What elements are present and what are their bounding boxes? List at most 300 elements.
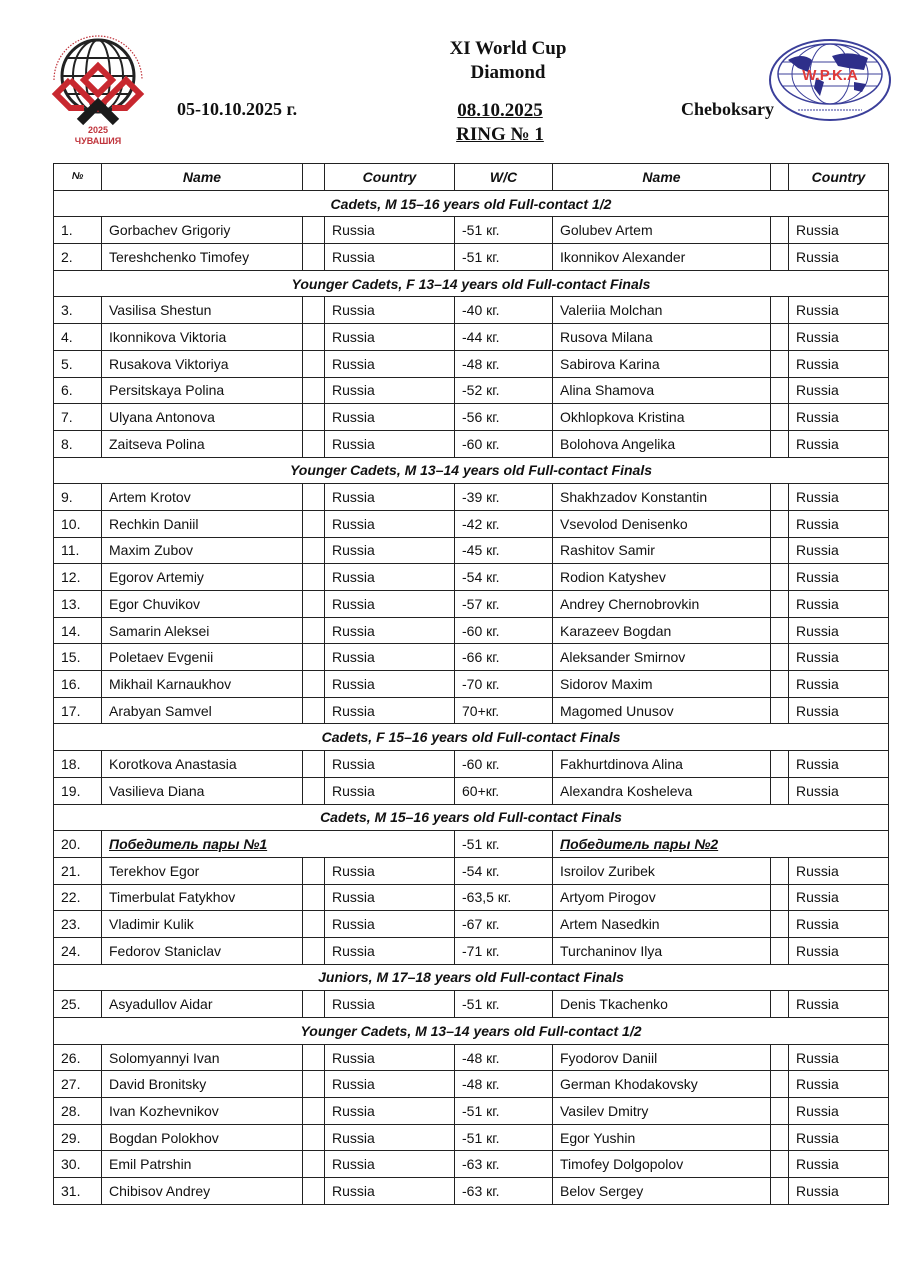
table-row	[54, 644, 889, 671]
fighter-country-blue: Russia	[789, 324, 889, 351]
fighter-country-red: Russia	[325, 377, 455, 404]
blank-cell	[303, 350, 325, 377]
blank-cell	[771, 591, 789, 618]
fighter-country-blue: Russia	[789, 751, 889, 778]
blank-cell	[303, 510, 325, 537]
fighter-country-red: Russia	[325, 1178, 455, 1205]
fighter-name-blue: Denis Tkachenko	[553, 991, 771, 1018]
blank-cell	[771, 377, 789, 404]
weight-category: -39 кг.	[455, 484, 553, 511]
blank-cell	[771, 777, 789, 804]
fighter-name-red: Asyadullov Aidar	[102, 991, 303, 1018]
fighter-country-red: Russia	[325, 1124, 455, 1151]
blank-cell	[771, 244, 789, 271]
fighter-name-blue: Okhlopkova Kristina	[553, 404, 771, 431]
fighter-name-red: Tereshchenko Timofey	[102, 244, 303, 271]
weight-category: -48 кг.	[455, 1044, 553, 1071]
fighter-country-red: Russia	[325, 751, 455, 778]
blank-cell	[303, 1178, 325, 1205]
bout-number: 31.	[54, 1178, 102, 1205]
col-weight-category: W/C	[455, 164, 553, 191]
blank-cell	[303, 1124, 325, 1151]
fighter-country-red: Russia	[325, 564, 455, 591]
fighter-country-blue: Russia	[789, 857, 889, 884]
ring-day-block	[448, 99, 552, 147]
blank-cell	[771, 217, 789, 244]
fighter-name-red: Egor Chuvikov	[102, 591, 303, 618]
blank-cell	[771, 1098, 789, 1125]
table-row	[54, 1098, 889, 1125]
bout-number: 20.	[54, 831, 102, 858]
table-body	[54, 190, 889, 1204]
section-title: Younger Cadets, M 13–14 years old Full-contact Finals	[54, 457, 889, 484]
col-blank-red	[303, 164, 325, 191]
winner-placeholder-red	[102, 831, 455, 858]
section-title: Younger Cadets, M 13–14 years old Full-contact 1/2	[54, 1018, 889, 1045]
fighter-name-red: Emil Patrshin	[102, 1151, 303, 1178]
section-header-row	[54, 190, 889, 217]
fighter-country-red: Russia	[325, 884, 455, 911]
fighter-country-red: Russia	[325, 911, 455, 938]
day-date: 08.10.2025	[457, 100, 543, 121]
fighter-name-red: Arabyan Samvel	[102, 697, 303, 724]
fighter-name-red: Ivan Kozhevnikov	[102, 1098, 303, 1125]
bout-number: 6.	[54, 377, 102, 404]
table-row	[54, 510, 889, 537]
fighter-country-blue: Russia	[789, 564, 889, 591]
fighter-country-red: Russia	[325, 671, 455, 698]
fighter-name-blue: Vsevolod Denisenko	[553, 510, 771, 537]
col-name-blue: Name	[553, 164, 771, 191]
fighter-name-red: Rusakova Viktoriya	[102, 350, 303, 377]
logo-year: 2025	[87, 125, 109, 135]
fighter-country-blue: Russia	[789, 1098, 889, 1125]
fighter-country-red: Russia	[325, 991, 455, 1018]
fighter-name-red: Vladimir Kulik	[102, 911, 303, 938]
blank-cell	[771, 324, 789, 351]
bout-number: 18.	[54, 751, 102, 778]
fighter-country-blue: Russia	[789, 937, 889, 964]
weight-category: -63 кг.	[455, 1178, 553, 1205]
fighter-name-red: Maxim Zubov	[102, 537, 303, 564]
bout-number: 13.	[54, 591, 102, 618]
blank-cell	[771, 671, 789, 698]
fighter-country-blue: Russia	[789, 1151, 889, 1178]
blank-cell	[771, 564, 789, 591]
fighter-country-red: Russia	[325, 697, 455, 724]
blank-cell	[303, 1151, 325, 1178]
fighter-name-blue: Artem Nasedkin	[553, 911, 771, 938]
blank-cell	[303, 537, 325, 564]
blank-cell	[303, 1098, 325, 1125]
winner-label: Победитель пары №1	[109, 836, 268, 853]
blank-cell	[303, 244, 325, 271]
fighter-country-red: Russia	[325, 1151, 455, 1178]
bout-number: 2.	[54, 244, 102, 271]
blank-cell	[303, 217, 325, 244]
fighter-country-red: Russia	[325, 244, 455, 271]
table-row	[54, 484, 889, 511]
fighter-name-blue: Rodion Katyshev	[553, 564, 771, 591]
fighter-name-red: Zaitseva Polina	[102, 430, 303, 457]
fighter-name-blue: Aleksander Smirnov	[553, 644, 771, 671]
blank-cell	[771, 510, 789, 537]
blank-cell	[303, 564, 325, 591]
section-header-row	[54, 270, 889, 297]
weight-category: -54 кг.	[455, 857, 553, 884]
fighter-name-red: Rechkin Daniil	[102, 510, 303, 537]
fighter-country-blue: Russia	[789, 297, 889, 324]
event-title	[0, 37, 901, 85]
blank-cell	[771, 857, 789, 884]
blank-cell	[771, 937, 789, 964]
blank-cell	[303, 591, 325, 618]
weight-category: -51 кг.	[455, 991, 553, 1018]
fighter-name-red: Bogdan Polokhov	[102, 1124, 303, 1151]
fighter-country-blue: Russia	[789, 1071, 889, 1098]
blank-cell	[303, 484, 325, 511]
fighter-country-blue: Russia	[789, 591, 889, 618]
fighter-name-red: Chibisov Andrey	[102, 1178, 303, 1205]
fighter-country-red: Russia	[325, 937, 455, 964]
weight-category: -51 кг.	[455, 217, 553, 244]
table-row	[54, 697, 889, 724]
bout-number: 19.	[54, 777, 102, 804]
blank-cell	[771, 1044, 789, 1071]
fighter-country-red: Russia	[325, 537, 455, 564]
table-row	[54, 1151, 889, 1178]
fighter-name-blue: Turchaninov Ilya	[553, 937, 771, 964]
blank-cell	[771, 404, 789, 431]
table-row	[54, 244, 889, 271]
table-row	[54, 1178, 889, 1205]
weight-category: -51 кг.	[455, 1124, 553, 1151]
blank-cell	[771, 697, 789, 724]
table-row	[54, 377, 889, 404]
weight-category: -67 кг.	[455, 911, 553, 938]
table-row	[54, 430, 889, 457]
weight-category: -57 кг.	[455, 591, 553, 618]
blank-cell	[771, 884, 789, 911]
fighter-name-red: David Bronitsky	[102, 1071, 303, 1098]
fighter-country-red: Russia	[325, 777, 455, 804]
blank-cell	[771, 430, 789, 457]
section-title: Cadets, F 15–16 years old Full-contact Finals	[54, 724, 889, 751]
fighter-name-blue: Sidorov Maxim	[553, 671, 771, 698]
blank-cell	[771, 537, 789, 564]
table-row	[54, 831, 889, 858]
weight-category: -51 кг.	[455, 244, 553, 271]
bout-number: 27.	[54, 1071, 102, 1098]
fighter-country-blue: Russia	[789, 911, 889, 938]
blank-cell	[303, 911, 325, 938]
weight-category: -56 кг.	[455, 404, 553, 431]
fighter-country-red: Russia	[325, 1098, 455, 1125]
fighter-country-blue: Russia	[789, 644, 889, 671]
blank-cell	[303, 430, 325, 457]
table-row	[54, 1124, 889, 1151]
fighter-country-blue: Russia	[789, 217, 889, 244]
bout-number: 14.	[54, 617, 102, 644]
bout-number: 24.	[54, 937, 102, 964]
blank-cell	[771, 751, 789, 778]
table-row	[54, 217, 889, 244]
weight-category: -71 кг.	[455, 937, 553, 964]
fighter-country-red: Russia	[325, 591, 455, 618]
fighter-name-blue: Magomed Unusov	[553, 697, 771, 724]
fighter-country-red: Russia	[325, 404, 455, 431]
blank-cell	[303, 777, 325, 804]
fighter-name-blue: Rusova Milana	[553, 324, 771, 351]
weight-category: -48 кг.	[455, 350, 553, 377]
fighter-name-blue: Vasilev Dmitry	[553, 1098, 771, 1125]
fighter-name-blue: Valeriia Molchan	[553, 297, 771, 324]
fighter-name-blue: Karazeev Bogdan	[553, 617, 771, 644]
fighter-country-blue: Russia	[789, 484, 889, 511]
table-row	[54, 991, 889, 1018]
blank-cell	[303, 1071, 325, 1098]
fighter-country-blue: Russia	[789, 1178, 889, 1205]
fighter-name-red: Terekhov Egor	[102, 857, 303, 884]
table-row	[54, 537, 889, 564]
blank-cell	[771, 1071, 789, 1098]
table-row	[54, 937, 889, 964]
table-row	[54, 350, 889, 377]
wpka-logo-text: W.P.K.A	[802, 67, 858, 84]
winner-label: Победитель пары №2	[560, 836, 719, 853]
table-row	[54, 884, 889, 911]
fighter-country-red: Russia	[325, 510, 455, 537]
fight-schedule-table	[53, 163, 889, 1205]
bout-number: 10.	[54, 510, 102, 537]
fighter-name-blue: Artyom Pirogov	[553, 884, 771, 911]
fighter-country-red: Russia	[325, 297, 455, 324]
section-header-row	[54, 964, 889, 991]
blank-cell	[303, 404, 325, 431]
fighter-name-red: Gorbachev Grigoriy	[102, 217, 303, 244]
bout-number: 12.	[54, 564, 102, 591]
fighter-name-blue: Belov Sergey	[553, 1178, 771, 1205]
fighter-name-red: Poletaev Evgenii	[102, 644, 303, 671]
fighter-name-blue: Fyodorov Daniil	[553, 1044, 771, 1071]
table-row	[54, 857, 889, 884]
fighter-name-blue: Bolohova Angelika	[553, 430, 771, 457]
blank-cell	[771, 991, 789, 1018]
bout-number: 1.	[54, 217, 102, 244]
fighter-name-blue: Ikonnikov Alexander	[553, 244, 771, 271]
fighter-name-red: Fedorov Staniclav	[102, 937, 303, 964]
table-header-row	[54, 164, 889, 191]
blank-cell	[303, 297, 325, 324]
blank-cell	[303, 671, 325, 698]
logo-region: ЧУВАШИЯ	[74, 136, 122, 146]
fighter-country-blue: Russia	[789, 404, 889, 431]
blank-cell	[771, 644, 789, 671]
table-row	[54, 911, 889, 938]
fighter-name-blue: Andrey Chernobrovkin	[553, 591, 771, 618]
weight-category: -52 кг.	[455, 377, 553, 404]
fighter-country-red: Russia	[325, 1044, 455, 1071]
bout-number: 25.	[54, 991, 102, 1018]
table-row	[54, 591, 889, 618]
fighter-country-blue: Russia	[789, 884, 889, 911]
bout-number: 8.	[54, 430, 102, 457]
blank-cell	[303, 617, 325, 644]
blank-cell	[771, 1178, 789, 1205]
fighter-name-red: Korotkova Anastasia	[102, 751, 303, 778]
fighter-country-red: Russia	[325, 1071, 455, 1098]
fighter-country-blue: Russia	[789, 510, 889, 537]
col-country-red: Country	[325, 164, 455, 191]
fighter-name-red: Timerbulat Fatykhov	[102, 884, 303, 911]
fighter-country-blue: Russia	[789, 697, 889, 724]
section-title: Cadets, M 15–16 years old Full-contact Finals	[54, 804, 889, 831]
weight-category: -42 кг.	[455, 510, 553, 537]
fighter-name-red: Vasilieva Diana	[102, 777, 303, 804]
fighter-name-red: Ulyana Antonova	[102, 404, 303, 431]
bout-number: 21.	[54, 857, 102, 884]
blank-cell	[303, 751, 325, 778]
bout-number: 26.	[54, 1044, 102, 1071]
wpka-logo	[768, 38, 893, 123]
fighter-name-blue: Timofey Dolgopolov	[553, 1151, 771, 1178]
event-title-line2: Diamond	[470, 62, 546, 83]
weight-category: -54 кг.	[455, 564, 553, 591]
fighter-country-blue: Russia	[789, 377, 889, 404]
fighter-country-red: Russia	[325, 857, 455, 884]
table-row	[54, 617, 889, 644]
fighter-country-blue: Russia	[789, 617, 889, 644]
col-blank-blue	[771, 164, 789, 191]
blank-cell	[771, 484, 789, 511]
weight-category: -48 кг.	[455, 1071, 553, 1098]
blank-cell	[771, 1124, 789, 1151]
fighter-name-red: Egorov Artemiy	[102, 564, 303, 591]
fighter-name-blue: Isroilov Zuribek	[553, 857, 771, 884]
blank-cell	[771, 350, 789, 377]
blank-cell	[303, 644, 325, 671]
blank-cell	[771, 617, 789, 644]
ring-number: RING № 1	[456, 124, 544, 145]
bout-number: 5.	[54, 350, 102, 377]
fighter-country-blue: Russia	[789, 1124, 889, 1151]
fighter-name-blue: Alexandra Kosheleva	[553, 777, 771, 804]
fighter-name-red: Persitskaya Polina	[102, 377, 303, 404]
bout-number: 23.	[54, 911, 102, 938]
bout-number: 7.	[54, 404, 102, 431]
fighter-country-blue: Russia	[789, 1044, 889, 1071]
section-title: Younger Cadets, F 13–14 years old Full-contact Finals	[54, 270, 889, 297]
fighter-country-red: Russia	[325, 350, 455, 377]
blank-cell	[303, 857, 325, 884]
bout-number: 17.	[54, 697, 102, 724]
weight-category: -51 кг.	[455, 1098, 553, 1125]
blank-cell	[303, 884, 325, 911]
bout-number: 15.	[54, 644, 102, 671]
col-country-blue: Country	[789, 164, 889, 191]
bout-number: 16.	[54, 671, 102, 698]
fighter-country-red: Russia	[325, 484, 455, 511]
table-row	[54, 297, 889, 324]
weight-category: 60+кг.	[455, 777, 553, 804]
fighter-name-red: Samarin Aleksei	[102, 617, 303, 644]
table-row	[54, 671, 889, 698]
bout-number: 22.	[54, 884, 102, 911]
fighter-country-blue: Russia	[789, 350, 889, 377]
table-row	[54, 564, 889, 591]
fighter-country-blue: Russia	[789, 244, 889, 271]
bout-number: 4.	[54, 324, 102, 351]
table-row	[54, 1071, 889, 1098]
event-dates: 05-10.10.2025 г.	[177, 99, 298, 119]
winner-placeholder-blue	[553, 831, 889, 858]
fighter-country-blue: Russia	[789, 537, 889, 564]
section-header-row	[54, 457, 889, 484]
fighter-country-blue: Russia	[789, 777, 889, 804]
bout-number: 30.	[54, 1151, 102, 1178]
fighter-name-blue: Rashitov Samir	[553, 537, 771, 564]
fighter-name-red: Solomyannyi Ivan	[102, 1044, 303, 1071]
weight-category: -63,5 кг.	[455, 884, 553, 911]
section-title: Cadets, M 15–16 years old Full-contact 1/2	[54, 190, 889, 217]
fighter-country-red: Russia	[325, 430, 455, 457]
table-row	[54, 324, 889, 351]
fighter-country-red: Russia	[325, 617, 455, 644]
fighter-name-blue: Shakhzadov Konstantin	[553, 484, 771, 511]
fighter-name-red: Artem Krotov	[102, 484, 303, 511]
blank-cell	[771, 911, 789, 938]
weight-category: -70 кг.	[455, 671, 553, 698]
col-name-red: Name	[102, 164, 303, 191]
weight-category: -60 кг.	[455, 430, 553, 457]
blank-cell	[771, 297, 789, 324]
fighter-country-blue: Russia	[789, 671, 889, 698]
bout-number: 3.	[54, 297, 102, 324]
bout-number: 11.	[54, 537, 102, 564]
fighter-country-red: Russia	[325, 644, 455, 671]
fighter-name-blue: Sabirova Karina	[553, 350, 771, 377]
table-row	[54, 777, 889, 804]
fighter-name-red: Vasilisa Shestun	[102, 297, 303, 324]
blank-cell	[771, 1151, 789, 1178]
bout-number: 29.	[54, 1124, 102, 1151]
bout-number: 28.	[54, 1098, 102, 1125]
fighter-name-blue: Alina Shamova	[553, 377, 771, 404]
fighter-country-blue: Russia	[789, 430, 889, 457]
fighter-name-red: Ikonnikova Viktoria	[102, 324, 303, 351]
weight-category: -40 кг.	[455, 297, 553, 324]
weight-category: 70+кг.	[455, 697, 553, 724]
fighter-name-red: Mikhail Karnaukhov	[102, 671, 303, 698]
table-row	[54, 751, 889, 778]
section-header-row	[54, 724, 889, 751]
weight-category: -63 кг.	[455, 1151, 553, 1178]
weight-category: -51 кг.	[455, 831, 553, 858]
weight-category: -66 кг.	[455, 644, 553, 671]
weight-category: -45 кг.	[455, 537, 553, 564]
blank-cell	[303, 937, 325, 964]
weight-category: -60 кг.	[455, 617, 553, 644]
wpka-globe-icon	[768, 38, 893, 123]
col-number: №	[54, 164, 102, 191]
weight-category: -60 кг.	[455, 751, 553, 778]
blank-cell	[303, 324, 325, 351]
section-title: Juniors, M 17–18 years old Full-contact Finals	[54, 964, 889, 991]
table-row	[54, 404, 889, 431]
blank-cell	[303, 377, 325, 404]
fighter-name-blue: German Khodakovsky	[553, 1071, 771, 1098]
fighter-name-blue: Fakhurtdinova Alina	[553, 751, 771, 778]
